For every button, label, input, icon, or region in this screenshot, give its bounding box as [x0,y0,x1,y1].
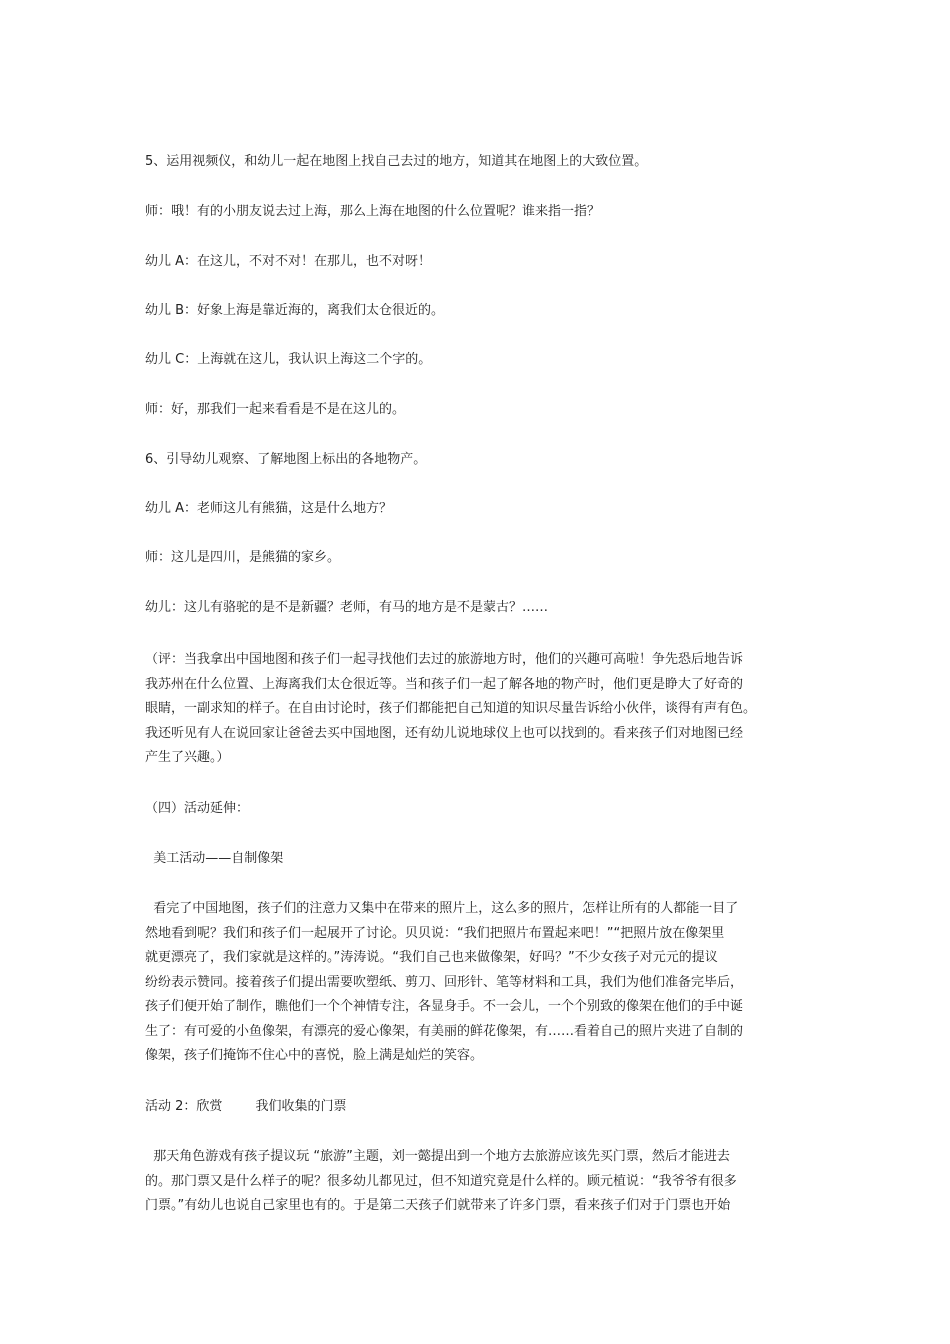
step-6-heading: 6、引导幼儿观察、了解地图上标出的各地物产。 [145,452,427,467]
comment-line: 产生了兴趣。） [145,750,230,765]
paragraph-line: 孩子们便开始了制作，瞧他们一个个神情专注，各显身手。不一会儿，一个个别致的像架在他们的手中诞 [145,999,744,1014]
paragraph-line: 然地看到呢？我们和孩子们一起展开了讨论。贝贝说：“我们把照片布置起来吧！”“把照片放在像架里 [145,925,725,941]
teacher-line: 师：哦！有的小朋友说去过上海，那么上海在地图的什么位置呢？谁来指一指？ [145,204,601,219]
paragraph-line: 看完了中国地图，孩子们的注意力又集中在带来的照片上，这么多的照片，怎样让所有的人都能一目了 [145,901,739,916]
paragraph-line: 门票。”有幼儿也说自己家里也有的。于是第二天孩子们就带来了许多门票，看来孩子们对于门票也开始 [145,1198,731,1213]
paragraph-line: 就更漂亮了，我们家就是这样的。”涛涛说。“我们自己也来做像架，好吗？”不少女孩子对元元的提议 [145,950,718,965]
teacher-line: 师：这儿是四川，是熊猫的家乡。 [145,550,341,565]
paragraph-line: 生了：有可爱的小鱼像架，有漂亮的爱心像架，有美丽的鲜花像架，有……看着自己的照片夹进了自制的 [145,1023,744,1039]
art-activity-paragraph [145,897,817,1069]
paragraph-line: 那天角色游戏有孩子提议玩 “旅游”主题，刘一懿提出到一个地方去旅游应该先买门票，然后才能进去 [145,1149,730,1164]
art-activity-heading: 美工活动——自制像架 [145,851,284,866]
child-a-line: 幼儿 A：老师这儿有熊猫，这是什么地方？ [145,501,393,516]
activity-2-paragraph [145,1145,817,1219]
paragraph-line: 纷纷表示赞同。接着孩子们提出需要吹塑纸、剪刀、回形针、笔等材料和工具，我们为他们准备完毕后， [145,974,744,990]
activity-2-heading: 活动 2：欣赏 我们收集的门票 [145,1099,347,1114]
comment-paragraph [145,648,817,771]
comment-line: 眼睛，一副求知的样子。在自由讨论时，孩子们都能把自己知道的知识尽量告诉给小伙伴，谈得有声有色。 [145,701,757,716]
paragraph-line: 像架，孩子们掩饰不住心中的喜悦，脸上满是灿烂的笑容。 [145,1048,484,1063]
child-c-line: 幼儿 C：上海就在这儿，我认识上海这二个字的。 [145,352,432,367]
comment-line: （评：当我拿出中国地图和孩子们一起寻找他们去过的旅游地方时，他们的兴趣可高啦！争先恐后地告诉 [145,652,744,667]
child-a-line: 幼儿 A：在这儿，不对不对！在那儿，也不对呀！ [145,254,432,269]
paragraph-line: 的。那门票又是什么样子的呢？很多幼儿都见过，但不知道究竟是什么样的。顾元植说：“我爷爷有很多 [145,1173,737,1189]
step-5-heading: 5、运用视频仪，和幼儿一起在地图上找自己去过的地方，知道其在地图上的大致位置。 [145,154,648,169]
comment-line: 我还听见有人在说回家让爸爸去买中国地图，还有幼儿说地球仪上也可以找到的。看来孩子们对地图已经 [145,725,744,741]
child-line: 幼儿：这儿有骆驼的是不是新疆？老师，有马的地方是不是蒙古？…… [145,600,549,615]
section-heading: （四）活动延伸： [145,801,250,816]
comment-line: 我苏州在什么位置、上海离我们太仓很近等。当和孩子们一起了解各地的物产时，他们更是睁大了好奇的 [145,676,744,692]
child-b-line: 幼儿 B：好象上海是靠近海的，离我们太仓很近的。 [145,303,445,318]
teacher-line: 师：好，那我们一起来看看是不是在这儿的。 [145,402,406,417]
